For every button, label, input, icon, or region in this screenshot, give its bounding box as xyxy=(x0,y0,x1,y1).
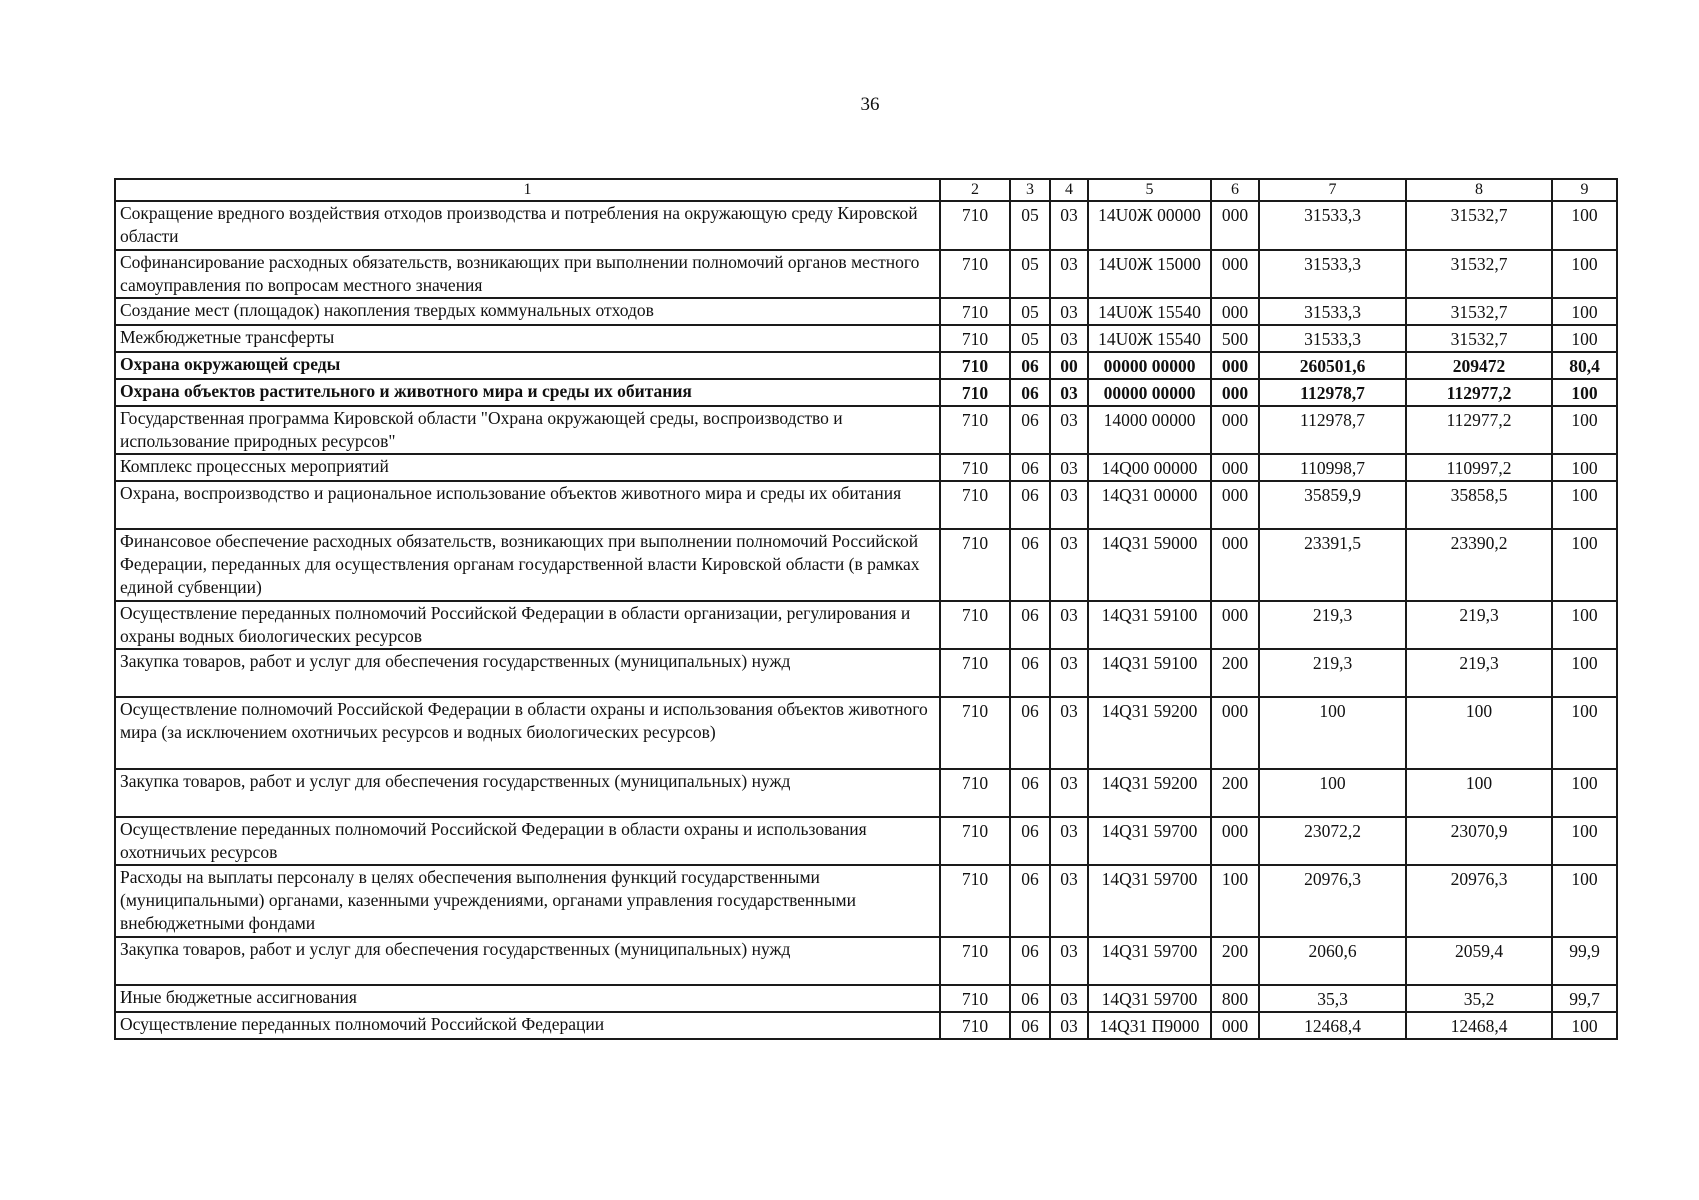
row-value-cell: 31533,3 xyxy=(1259,201,1406,250)
row-value-cell: 14Q31 59200 xyxy=(1088,769,1211,817)
row-name-cell: Расходы на выплаты персоналу в целях обеспечения выполнения функций государственными (муниципальными) органами, казенными учреждениями, органами управления государственными внебюджетными фондами xyxy=(115,865,940,937)
table-row xyxy=(115,1012,1617,1039)
row-name-cell: Софинансирование расходных обязательств, возникающих при выполнении полномочий органов местного самоуправления по вопросам местного значения xyxy=(115,250,940,298)
row-value-cell: 200 xyxy=(1211,649,1259,697)
row-value-cell: 112978,7 xyxy=(1259,406,1406,454)
column-header: 9 xyxy=(1552,179,1617,201)
row-value-cell: 710 xyxy=(940,454,1010,481)
row-value-cell: 20976,3 xyxy=(1406,865,1552,937)
row-value-cell: 100 xyxy=(1552,865,1617,937)
table-row xyxy=(115,352,1617,379)
row-value-cell: 14U0Ж 15540 xyxy=(1088,325,1211,352)
row-value-cell: 06 xyxy=(1010,769,1050,817)
row-value-cell: 06 xyxy=(1010,379,1050,406)
row-value-cell: 31532,7 xyxy=(1406,325,1552,352)
row-value-cell: 12468,4 xyxy=(1259,1012,1406,1039)
row-value-cell: 00 xyxy=(1050,352,1088,379)
row-value-cell: 000 xyxy=(1211,1012,1259,1039)
row-name-cell: Охрана, воспроизводство и рациональное использование объектов животного мира и среды их обитания xyxy=(115,481,940,529)
row-value-cell: 710 xyxy=(940,406,1010,454)
row-value-cell: 14U0Ж 00000 xyxy=(1088,201,1211,250)
row-value-cell: 06 xyxy=(1010,529,1050,601)
row-value-cell: 000 xyxy=(1211,298,1259,325)
row-value-cell: 99,7 xyxy=(1552,985,1617,1012)
row-value-cell: 2060,6 xyxy=(1259,937,1406,985)
row-name-cell: Государственная программа Кировской области "Охрана окружающей среды, воспроизводство и использование природных ресурсов" xyxy=(115,406,940,454)
row-value-cell: 100 xyxy=(1552,601,1617,649)
row-name-cell: Комплекс процессных мероприятий xyxy=(115,454,940,481)
row-value-cell: 710 xyxy=(940,352,1010,379)
row-value-cell: 06 xyxy=(1010,454,1050,481)
row-value-cell: 100 xyxy=(1552,298,1617,325)
row-value-cell: 03 xyxy=(1050,697,1088,769)
column-header: 5 xyxy=(1088,179,1211,201)
row-value-cell: 06 xyxy=(1010,697,1050,769)
row-value-cell: 100 xyxy=(1552,379,1617,406)
row-value-cell: 710 xyxy=(940,985,1010,1012)
row-name-cell: Осуществление полномочий Российской Федерации в области охраны и использования объектов животного мира (за исключением охотничьих ресурсов и водных биологических ресурсов) xyxy=(115,697,940,769)
row-value-cell: 14Q31 59100 xyxy=(1088,649,1211,697)
row-value-cell: 100 xyxy=(1552,201,1617,250)
column-header: 8 xyxy=(1406,179,1552,201)
row-value-cell: 100 xyxy=(1552,697,1617,769)
row-value-cell: 14Q31 59700 xyxy=(1088,985,1211,1012)
row-value-cell: 100 xyxy=(1552,481,1617,529)
table-row xyxy=(115,201,1617,250)
row-value-cell: 209472 xyxy=(1406,352,1552,379)
row-value-cell: 200 xyxy=(1211,769,1259,817)
table-row xyxy=(115,865,1617,937)
row-value-cell: 14Q31 59000 xyxy=(1088,529,1211,601)
table-row xyxy=(115,481,1617,529)
row-value-cell: 100 xyxy=(1552,529,1617,601)
column-header: 2 xyxy=(940,179,1010,201)
row-name-cell: Осуществление переданных полномочий Российской Федерации xyxy=(115,1012,940,1039)
row-value-cell: 03 xyxy=(1050,1012,1088,1039)
row-value-cell: 100 xyxy=(1259,769,1406,817)
row-value-cell: 112978,7 xyxy=(1259,379,1406,406)
table-row xyxy=(115,298,1617,325)
table-row xyxy=(115,406,1617,454)
page-number: 36 xyxy=(860,94,880,115)
row-value-cell: 03 xyxy=(1050,298,1088,325)
row-value-cell: 110998,7 xyxy=(1259,454,1406,481)
row-value-cell: 219,3 xyxy=(1259,649,1406,697)
table-row xyxy=(115,697,1617,769)
row-value-cell: 03 xyxy=(1050,201,1088,250)
row-value-cell: 14Q00 00000 xyxy=(1088,454,1211,481)
table-row xyxy=(115,649,1617,697)
row-value-cell: 35859,9 xyxy=(1259,481,1406,529)
row-name-cell: Охрана объектов растительного и животного мира и среды их обитания xyxy=(115,379,940,406)
row-value-cell: 100 xyxy=(1211,865,1259,937)
row-value-cell: 710 xyxy=(940,529,1010,601)
row-value-cell: 710 xyxy=(940,601,1010,649)
row-value-cell: 20976,3 xyxy=(1259,865,1406,937)
row-value-cell: 03 xyxy=(1050,481,1088,529)
row-value-cell: 03 xyxy=(1050,601,1088,649)
row-value-cell: 000 xyxy=(1211,601,1259,649)
row-value-cell: 200 xyxy=(1211,937,1259,985)
row-value-cell: 03 xyxy=(1050,529,1088,601)
row-value-cell: 000 xyxy=(1211,481,1259,529)
row-value-cell: 23072,2 xyxy=(1259,817,1406,865)
header-row xyxy=(115,179,1617,201)
row-value-cell: 23070,9 xyxy=(1406,817,1552,865)
row-value-cell: 14Q31 59200 xyxy=(1088,697,1211,769)
row-value-cell: 35858,5 xyxy=(1406,481,1552,529)
row-value-cell: 06 xyxy=(1010,817,1050,865)
table-row xyxy=(115,769,1617,817)
column-header: 4 xyxy=(1050,179,1088,201)
row-value-cell: 03 xyxy=(1050,325,1088,352)
row-value-cell: 000 xyxy=(1211,529,1259,601)
row-value-cell: 000 xyxy=(1211,352,1259,379)
row-value-cell: 06 xyxy=(1010,601,1050,649)
row-value-cell: 710 xyxy=(940,865,1010,937)
row-value-cell: 000 xyxy=(1211,379,1259,406)
row-value-cell: 000 xyxy=(1211,454,1259,481)
table-row xyxy=(115,601,1617,649)
row-value-cell: 112977,2 xyxy=(1406,379,1552,406)
row-value-cell: 06 xyxy=(1010,481,1050,529)
row-name-cell: Сокращение вредного воздействия отходов производства и потребления на окружающую среду Кировской области xyxy=(115,201,940,250)
row-value-cell: 100 xyxy=(1552,1012,1617,1039)
row-value-cell: 710 xyxy=(940,937,1010,985)
row-value-cell: 14U0Ж 15000 xyxy=(1088,250,1211,298)
row-name-cell: Создание мест (площадок) накопления твердых коммунальных отходов xyxy=(115,298,940,325)
table-row xyxy=(115,985,1617,1012)
row-value-cell: 112977,2 xyxy=(1406,406,1552,454)
row-value-cell: 05 xyxy=(1010,325,1050,352)
row-value-cell: 31533,3 xyxy=(1259,298,1406,325)
row-value-cell: 06 xyxy=(1010,352,1050,379)
row-value-cell: 06 xyxy=(1010,865,1050,937)
row-value-cell: 14U0Ж 15540 xyxy=(1088,298,1211,325)
table-row xyxy=(115,250,1617,298)
column-header: 7 xyxy=(1259,179,1406,201)
row-value-cell: 05 xyxy=(1010,298,1050,325)
row-value-cell: 12468,4 xyxy=(1406,1012,1552,1039)
row-name-cell: Финансовое обеспечение расходных обязательств, возникающих при выполнении полномочий Российской Федерации, переданных для осуществления органам государственной власти Кировской области (в рамках единой субвенции) xyxy=(115,529,940,601)
row-value-cell: 06 xyxy=(1010,1012,1050,1039)
row-value-cell: 100 xyxy=(1552,325,1617,352)
row-value-cell: 00000 00000 xyxy=(1088,352,1211,379)
row-value-cell: 06 xyxy=(1010,937,1050,985)
row-value-cell: 2059,4 xyxy=(1406,937,1552,985)
row-value-cell: 14000 00000 xyxy=(1088,406,1211,454)
row-value-cell: 03 xyxy=(1050,406,1088,454)
row-value-cell: 500 xyxy=(1211,325,1259,352)
row-value-cell: 100 xyxy=(1552,250,1617,298)
row-value-cell: 710 xyxy=(940,1012,1010,1039)
row-value-cell: 100 xyxy=(1406,769,1552,817)
row-value-cell: 000 xyxy=(1211,406,1259,454)
row-value-cell: 710 xyxy=(940,481,1010,529)
row-name-cell: Закупка товаров, работ и услуг для обеспечения государственных (муниципальных) нужд xyxy=(115,649,940,697)
row-value-cell: 000 xyxy=(1211,201,1259,250)
row-value-cell: 219,3 xyxy=(1406,601,1552,649)
row-name-cell: Закупка товаров, работ и услуг для обеспечения государственных (муниципальных) нужд xyxy=(115,769,940,817)
row-value-cell: 100 xyxy=(1552,649,1617,697)
row-value-cell: 06 xyxy=(1010,406,1050,454)
row-name-cell: Осуществление переданных полномочий Российской Федерации в области охраны и использования охотничьих ресурсов xyxy=(115,817,940,865)
row-value-cell: 23391,5 xyxy=(1259,529,1406,601)
table-row xyxy=(115,937,1617,985)
row-value-cell: 35,3 xyxy=(1259,985,1406,1012)
row-value-cell: 800 xyxy=(1211,985,1259,1012)
row-value-cell: 710 xyxy=(940,201,1010,250)
row-value-cell: 710 xyxy=(940,325,1010,352)
row-value-cell: 03 xyxy=(1050,250,1088,298)
table-row xyxy=(115,529,1617,601)
row-value-cell: 100 xyxy=(1552,817,1617,865)
row-value-cell: 000 xyxy=(1211,697,1259,769)
row-value-cell: 05 xyxy=(1010,201,1050,250)
column-header: 1 xyxy=(115,179,940,201)
row-name-cell: Осуществление переданных полномочий Российской Федерации в области организации, регулирования и охраны водных биологических ресурсов xyxy=(115,601,940,649)
row-value-cell: 80,4 xyxy=(1552,352,1617,379)
row-name-cell: Закупка товаров, работ и услуг для обеспечения государственных (муниципальных) нужд xyxy=(115,937,940,985)
row-value-cell: 710 xyxy=(940,697,1010,769)
column-header: 6 xyxy=(1211,179,1259,201)
row-value-cell: 710 xyxy=(940,379,1010,406)
row-value-cell: 23390,2 xyxy=(1406,529,1552,601)
row-value-cell: 05 xyxy=(1010,250,1050,298)
row-value-cell: 03 xyxy=(1050,379,1088,406)
row-value-cell: 31533,3 xyxy=(1259,250,1406,298)
row-value-cell: 14Q31 00000 xyxy=(1088,481,1211,529)
row-name-cell: Иные бюджетные ассигнования xyxy=(115,985,940,1012)
row-value-cell: 03 xyxy=(1050,454,1088,481)
row-value-cell: 03 xyxy=(1050,937,1088,985)
row-value-cell: 710 xyxy=(940,298,1010,325)
row-value-cell: 100 xyxy=(1406,697,1552,769)
row-value-cell: 03 xyxy=(1050,817,1088,865)
row-name-cell: Охрана окружающей среды xyxy=(115,352,940,379)
row-value-cell: 260501,6 xyxy=(1259,352,1406,379)
table-row xyxy=(115,454,1617,481)
row-value-cell: 03 xyxy=(1050,985,1088,1012)
row-name-cell: Межбюджетные трансферты xyxy=(115,325,940,352)
row-value-cell: 06 xyxy=(1010,985,1050,1012)
row-value-cell: 14Q31 П9000 xyxy=(1088,1012,1211,1039)
table-row xyxy=(115,379,1617,406)
row-value-cell: 35,2 xyxy=(1406,985,1552,1012)
row-value-cell: 31532,7 xyxy=(1406,250,1552,298)
row-value-cell: 14Q31 59700 xyxy=(1088,817,1211,865)
row-value-cell: 100 xyxy=(1552,454,1617,481)
row-value-cell: 110997,2 xyxy=(1406,454,1552,481)
row-value-cell: 710 xyxy=(940,769,1010,817)
table-row xyxy=(115,325,1617,352)
row-value-cell: 710 xyxy=(940,817,1010,865)
row-value-cell: 31533,3 xyxy=(1259,325,1406,352)
row-value-cell: 00000 00000 xyxy=(1088,379,1211,406)
row-value-cell: 14Q31 59100 xyxy=(1088,601,1211,649)
row-value-cell: 710 xyxy=(940,250,1010,298)
row-value-cell: 03 xyxy=(1050,649,1088,697)
row-value-cell: 710 xyxy=(940,649,1010,697)
row-value-cell: 14Q31 59700 xyxy=(1088,865,1211,937)
budget-table xyxy=(114,178,1618,1040)
column-header: 3 xyxy=(1010,179,1050,201)
row-value-cell: 31532,7 xyxy=(1406,298,1552,325)
row-value-cell: 14Q31 59700 xyxy=(1088,937,1211,985)
row-value-cell: 03 xyxy=(1050,865,1088,937)
row-value-cell: 99,9 xyxy=(1552,937,1617,985)
row-value-cell: 100 xyxy=(1552,769,1617,817)
row-value-cell: 000 xyxy=(1211,817,1259,865)
row-value-cell: 000 xyxy=(1211,250,1259,298)
row-value-cell: 219,3 xyxy=(1259,601,1406,649)
row-value-cell: 06 xyxy=(1010,649,1050,697)
table-row xyxy=(115,817,1617,865)
row-value-cell: 31532,7 xyxy=(1406,201,1552,250)
row-value-cell: 03 xyxy=(1050,769,1088,817)
row-value-cell: 100 xyxy=(1552,406,1617,454)
row-value-cell: 219,3 xyxy=(1406,649,1552,697)
row-value-cell: 100 xyxy=(1259,697,1406,769)
